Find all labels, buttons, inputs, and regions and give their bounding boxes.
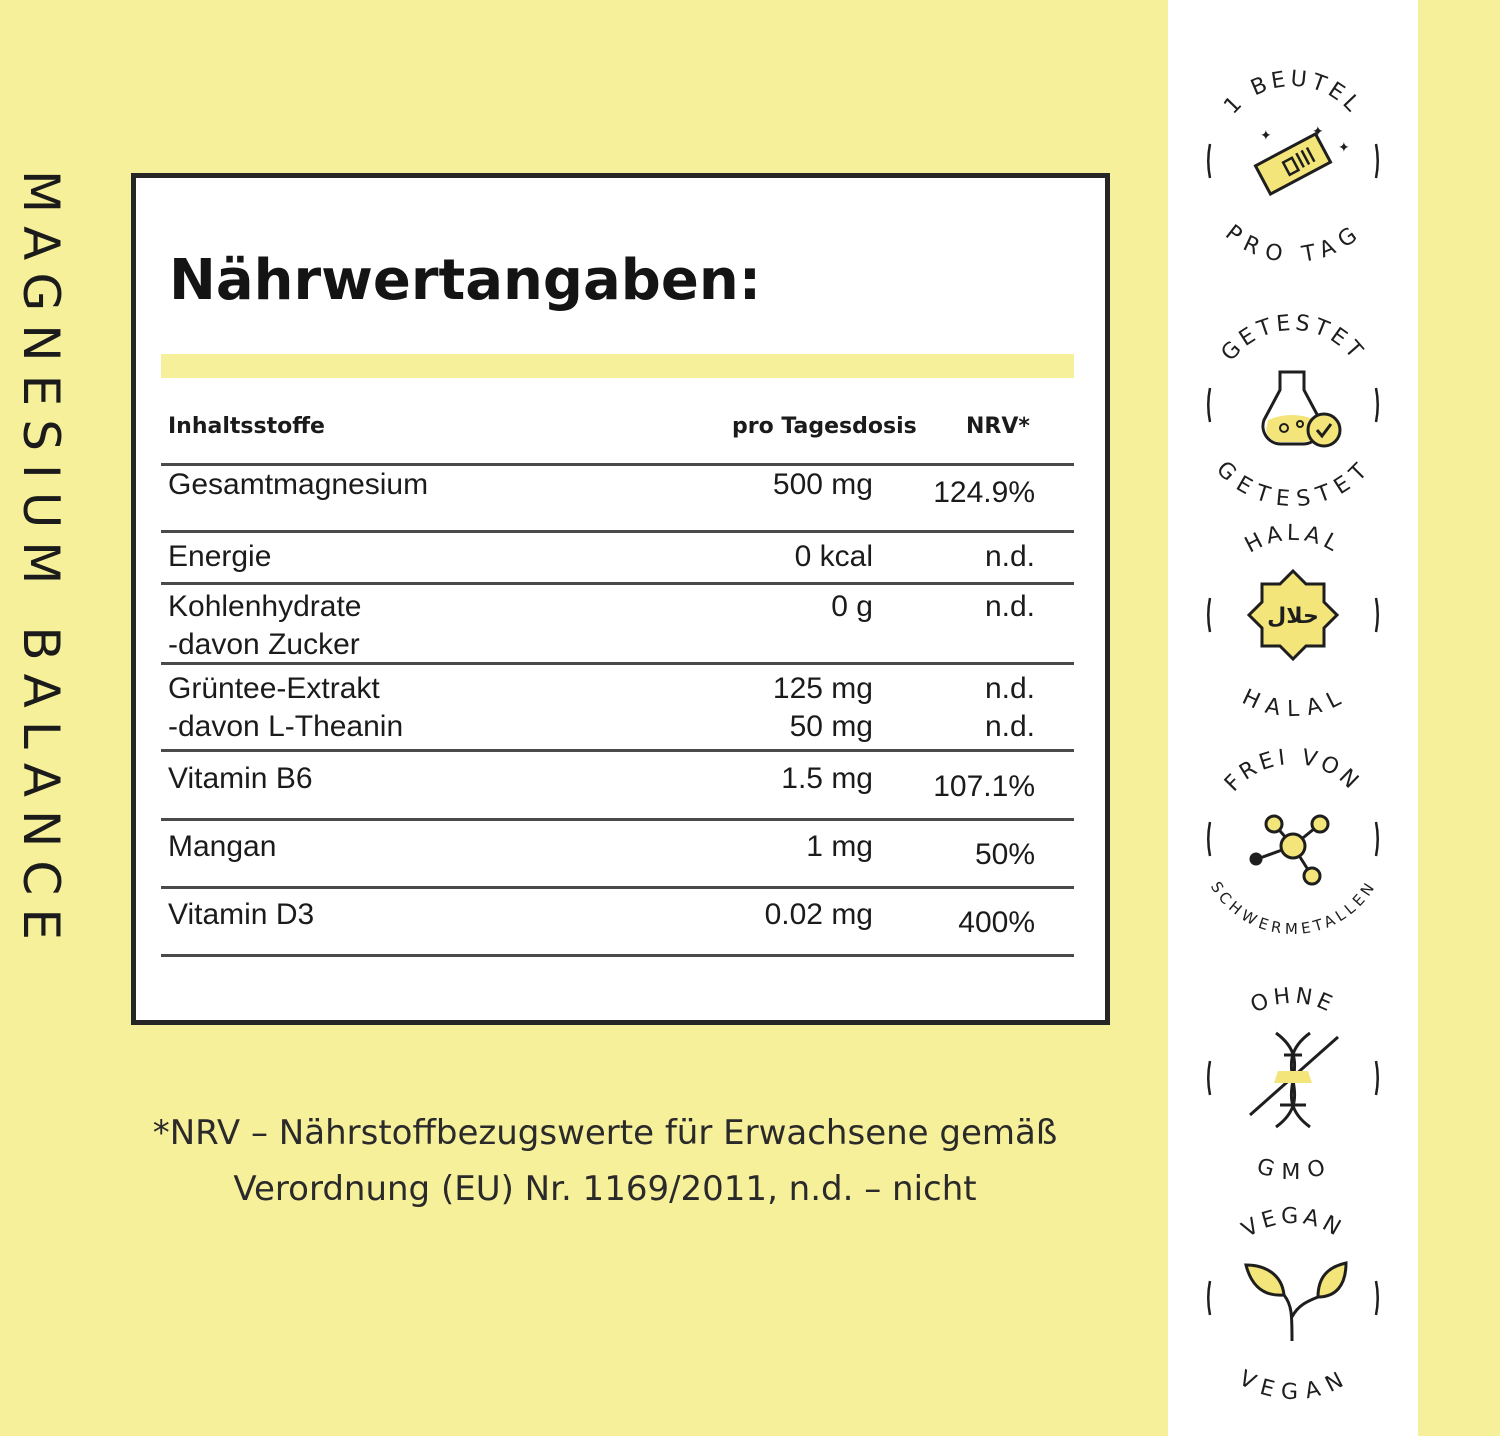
- svg-text:FREI VON: [1220, 745, 1366, 797]
- badge-label-top: GETESTET: [1216, 310, 1370, 367]
- daily-dose-value: 0.02 mg: [764, 898, 873, 931]
- daily-dose-value: 500 mg: [772, 468, 873, 501]
- certification-badge: [1200, 1203, 1386, 1406]
- nrv-value: 124.9%: [933, 476, 1035, 509]
- certification-badge: [1200, 66, 1386, 269]
- nrv-footnote: [110, 1105, 1100, 1217]
- ingredient-name: Energie: [168, 540, 272, 573]
- certification-badge: [1200, 520, 1386, 723]
- svg-text:HALAL: [1241, 521, 1346, 559]
- badge-label-top: FREI VON: [1220, 744, 1366, 797]
- header-ingredients: Inhaltsstoffe: [168, 414, 325, 439]
- badge-label-top: VEGAN: [1237, 1203, 1349, 1244]
- svg-text:SCHWERMETALLEN: [1207, 878, 1379, 938]
- svg-text:GETESTET: [1217, 311, 1370, 367]
- svg-text:1 BEUTEL: [1219, 66, 1366, 119]
- badge-label-top: OHNE: [1247, 983, 1340, 1019]
- accent-bar: [161, 354, 1074, 378]
- certification-badge: [1200, 983, 1386, 1185]
- halal-star-icon: [1200, 520, 1386, 723]
- badge-label-bottom: PRO TAG: [1220, 220, 1366, 269]
- svg-text:✦: ✦: [1312, 124, 1324, 140]
- svg-text:GMO: [1254, 1154, 1332, 1185]
- header-daily-dose: pro Tagesdosis: [732, 414, 917, 439]
- badge-label-top: HALAL: [1240, 520, 1346, 559]
- table-divider: [161, 582, 1074, 585]
- table-divider: [161, 662, 1074, 665]
- footnote-line: Verordnung (EU) Nr. 1169/2011, n.d. – nicht: [233, 1169, 977, 1209]
- daily-dose-value: 1 mg: [806, 830, 873, 863]
- molecule-icon: [1200, 744, 1386, 939]
- table-divider: [161, 530, 1074, 533]
- certification-badge: [1200, 744, 1386, 939]
- nrv-value: 107.1%: [933, 770, 1035, 803]
- nrv-value: n.d.: [984, 540, 1035, 573]
- table-divider: [161, 463, 1074, 466]
- ingredient-name: Gesamtmagnesium: [168, 468, 429, 501]
- nrv-value: n.d.: [984, 710, 1035, 743]
- daily-dose-value: 125 mg: [772, 672, 873, 705]
- certification-badge: [1200, 310, 1386, 513]
- ingredient-name: Kohlenhydrate: [168, 590, 362, 623]
- ingredient-name: Mangan: [168, 830, 277, 863]
- svg-text:✦: ✦: [1260, 128, 1272, 144]
- lab-flask-icon: [1200, 310, 1386, 513]
- header-nrv: NRV*: [966, 414, 1030, 439]
- table-divider: [161, 818, 1074, 821]
- daily-dose-value: 0 g: [831, 590, 873, 623]
- ingredient-name: Grüntee-Extrakt: [168, 672, 380, 705]
- badge-label-bottom: HALAL: [1238, 684, 1349, 723]
- badge-label-top: 1 BEUTEL: [1219, 66, 1367, 120]
- leaves-icon: [1200, 1203, 1386, 1406]
- nrv-value: n.d.: [984, 590, 1035, 623]
- sachet-icon: [1200, 66, 1386, 269]
- footnote-line: *NRV – Nährstoffbezugswerte für Erwachsene gemäß: [152, 1113, 1058, 1153]
- product-name: MAGNESIUM BALANCE: [12, 170, 70, 953]
- daily-dose-value: 0 kcal: [794, 540, 873, 573]
- badge-label-bottom: VEGAN: [1234, 1366, 1352, 1406]
- nrv-value: n.d.: [984, 672, 1035, 705]
- daily-dose-value: 50 mg: [789, 710, 873, 743]
- badge-label-bottom: GETESTET: [1211, 456, 1376, 513]
- panel-title: Nährwertangaben:: [169, 248, 762, 313]
- nutrition-panel: [131, 173, 1110, 1025]
- svg-text:✦: ✦: [1338, 140, 1350, 156]
- svg-text:VEGAN: [1238, 1204, 1348, 1243]
- nrv-value: 50%: [974, 838, 1035, 871]
- svg-text:حلال: حلال: [1267, 604, 1319, 629]
- ingredient-name: -davon Zucker: [168, 628, 360, 661]
- table-divider: [161, 749, 1074, 752]
- svg-text:OHNE: [1247, 983, 1339, 1018]
- table-divider: [161, 954, 1074, 957]
- ingredient-name: -davon L-Theanin: [168, 710, 404, 743]
- badge-label-bottom: GMO: [1254, 1154, 1332, 1185]
- badge-label-bottom: SCHWERMETALLEN: [1206, 878, 1380, 939]
- daily-dose-value: 1.5 mg: [781, 762, 873, 795]
- product-name-vertical: [0, 170, 110, 1010]
- table-divider: [161, 886, 1074, 889]
- nrv-value: 400%: [958, 906, 1035, 939]
- ingredient-name: Vitamin B6: [168, 762, 313, 795]
- ingredient-name: Vitamin D3: [168, 898, 315, 931]
- crossed-dna-icon: [1200, 983, 1386, 1185]
